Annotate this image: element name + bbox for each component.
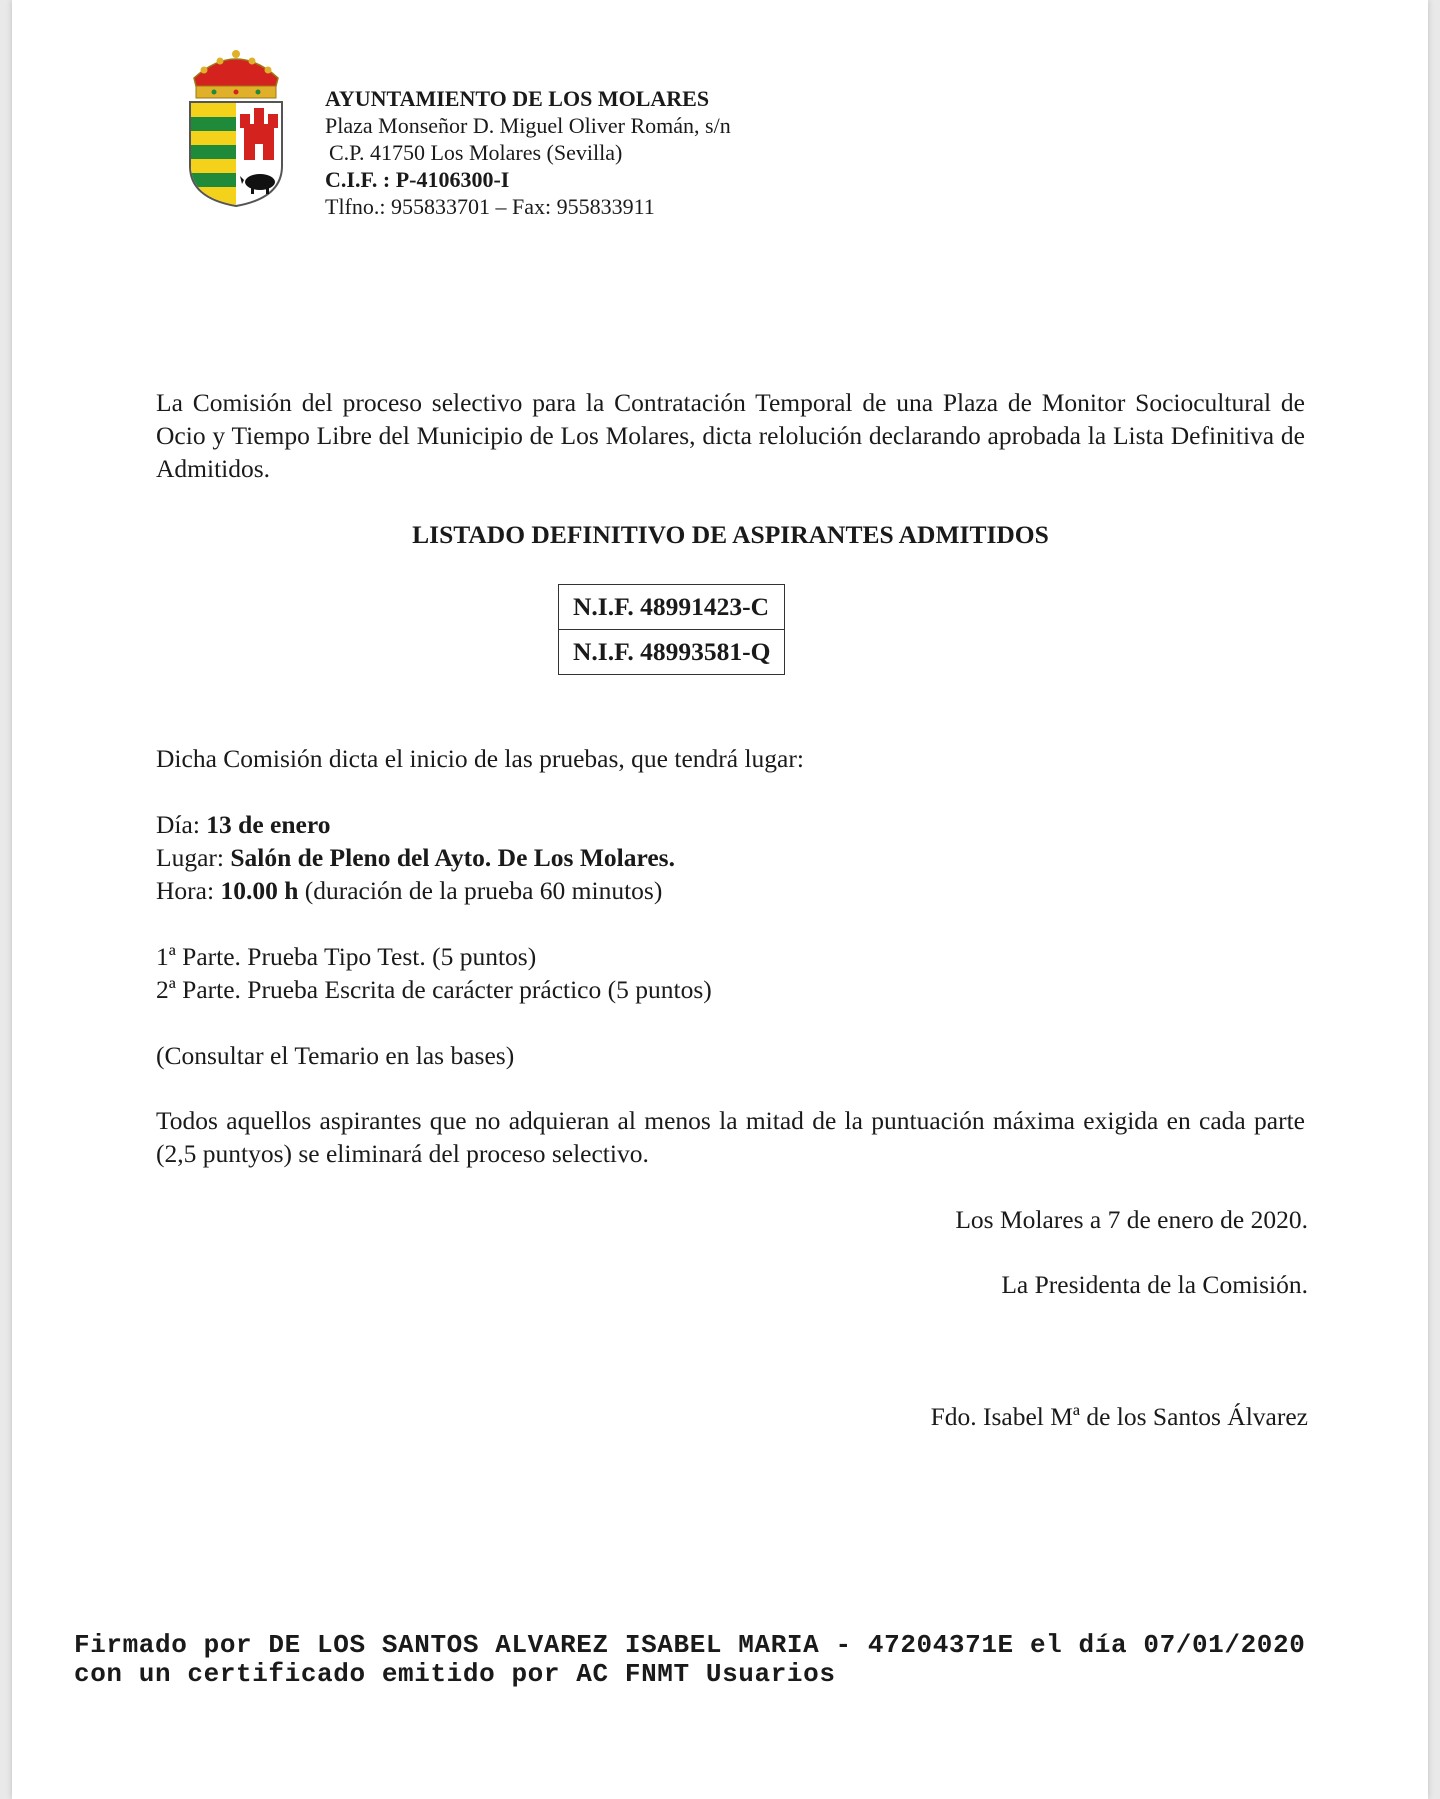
stamp-line-1: Firmado por DE LOS SANTOS ALVAREZ ISABEL MARIA - 47204371E el día 07/01/2020: [74, 1630, 1306, 1660]
time-note: (duración de la prueba 60 minutos): [298, 876, 663, 905]
org-address: Plaza Monseñor D. Miguel Oliver Román, s/n: [325, 113, 731, 138]
table-row: [559, 630, 785, 675]
place-value: Salón de Pleno del Ayto. De Los Molares.: [230, 843, 675, 872]
admitted-nif: N.I.F. 48991423-C: [559, 585, 785, 630]
intro-paragraph: La Comisión del proceso selectivo para la Contratación Temporal de una Plaza de Monitor Sociocultural de Ocio y Tiempo Libre del Municipio de Los Molares, dicta relolución declarando aprobada la Lista Definitiva de Admitidos.: [156, 388, 1305, 483]
day-value: 13 de enero: [206, 810, 331, 839]
elimination-rule: Todos aquellos aspirantes que no adquieran al menos la mitad de la puntuación máxima exigida en cada parte (2,5 puntyos) se eliminará del proceso selectivo.: [156, 1106, 1305, 1168]
admitted-table: [558, 584, 785, 675]
time-value: 10.00 h: [220, 876, 299, 905]
place-date: Los Molares a 7 de enero de 2020.: [955, 1205, 1308, 1234]
coat-of-arms-icon: [184, 48, 288, 208]
table-row: [559, 585, 785, 630]
tests-intro: Dicha Comisión dicta el inicio de las pruebas, que tendrá lugar:: [156, 744, 804, 773]
org-phone-fax: Tlfno.: 955833701 – Fax: 955833911: [325, 194, 655, 219]
org-cif: C.I.F. : P-4106300-I: [325, 167, 510, 192]
test-part-1: 1ª Parte. Prueba Tipo Test. (5 puntos): [156, 942, 537, 971]
signer-role: La Presidenta de la Comisión.: [1001, 1270, 1308, 1299]
admitted-nif: N.I.F. 48993581-Q: [559, 630, 785, 675]
digital-signature-stamp: [74, 1631, 1305, 1689]
signer-name: Fdo. Isabel Mª de los Santos Álvarez: [930, 1402, 1308, 1431]
test-day: [156, 808, 330, 841]
org-name: AYUNTAMIENTO DE LOS MOLARES: [325, 86, 710, 111]
test-place: [156, 841, 675, 874]
place-label: Lugar:: [156, 843, 231, 872]
letterhead: [325, 85, 731, 220]
document-page: [12, 0, 1428, 1799]
stamp-line-2: con un certificado emitido por AC FNMT Usuarios: [74, 1659, 836, 1689]
test-time: [156, 874, 662, 907]
list-title: LISTADO DEFINITIVO DE ASPIRANTES ADMITIDOS: [412, 520, 1049, 549]
day-label: Día:: [156, 810, 207, 839]
test-part-2: 2ª Parte. Prueba Escrita de carácter práctico (5 puntos): [156, 975, 712, 1004]
temario-note: (Consultar el Temario en las bases): [156, 1041, 515, 1070]
time-label: Hora:: [156, 876, 221, 905]
org-postal-code: C.P. 41750 Los Molares (Sevilla): [329, 140, 623, 165]
